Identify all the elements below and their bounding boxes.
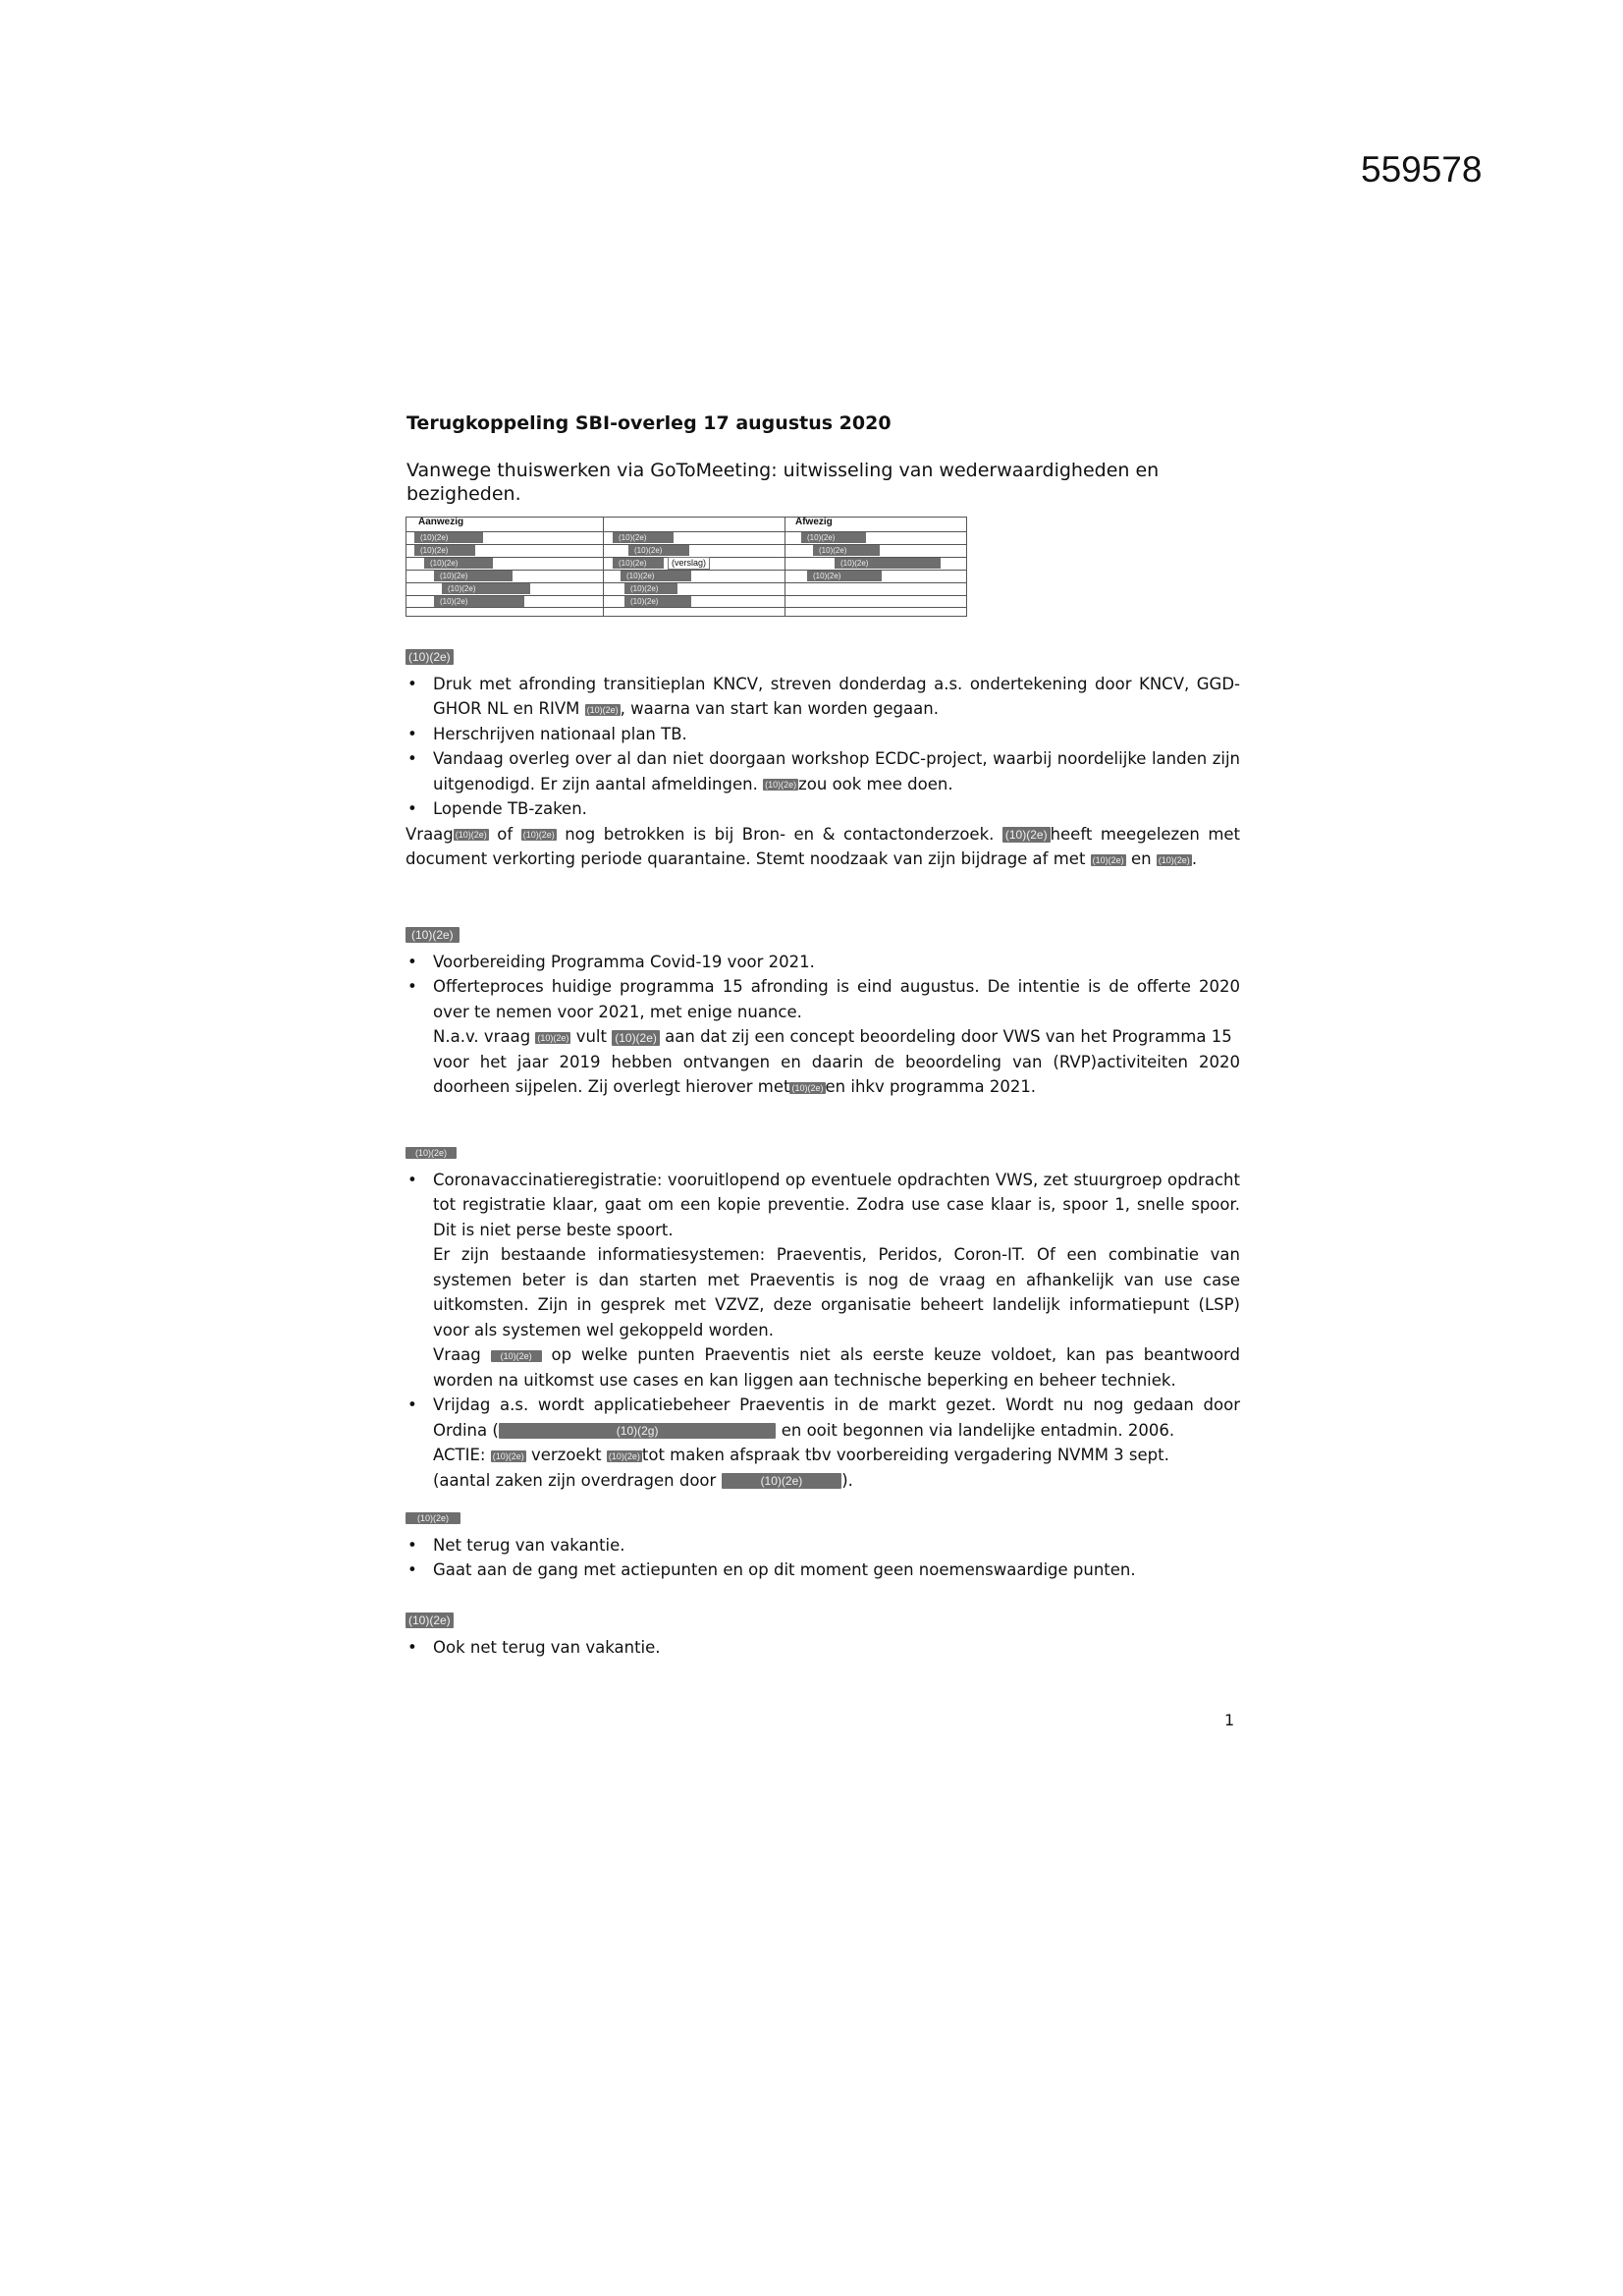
redacted-name: (10)(2e) bbox=[628, 545, 689, 556]
page-number: 1 bbox=[1224, 1711, 1235, 1729]
section-header-redacted: (10)(2e) bbox=[406, 649, 454, 665]
redaction: (10)(2e) bbox=[586, 704, 619, 715]
section-header-redacted: (10)(2e) bbox=[406, 927, 460, 943]
list-item: • Offerteproces huidige programma 15 afronding is eind augustus. De intentie is de offerte 2020 over te nemen voor 2021, met enige nuance. N.a.v. vraag (10)(2e) vult (10)(2e) aan dat zij een concept beoordeling door VWS van het Programma 15 voor het jaar 2019 hebben ontvangen en daarin de beoordeling van (RVP)activiteiten 2020 doorheen sijpelen. Zij overlegt hierover met (10)(2e) en ihkv programma 2021. bbox=[406, 974, 1240, 1100]
section-1 bbox=[406, 643, 1240, 872]
section-header-redacted: (10)(2e) bbox=[406, 1147, 457, 1159]
redaction: (10)(2e) bbox=[1158, 854, 1190, 865]
redacted-name: (10)(2e) bbox=[835, 558, 941, 569]
redaction: (10)(2e) bbox=[608, 1450, 640, 1461]
redacted-name: (10)(2e) bbox=[813, 545, 880, 556]
redaction: (10)(2e) bbox=[765, 780, 797, 790]
redacted-name: (10)(2e) bbox=[624, 583, 677, 594]
list-item: • Druk met afronding transitieplan KNCV, streven donderdag a.s. ondertekening door KNCV, GGD-GHOR NL en RIVM (10)(2e) , waarna van start kan worden gegaan. bbox=[406, 672, 1240, 722]
section-header-redacted: (10)(2e) bbox=[406, 1613, 454, 1628]
redacted-name: (10)(2e) bbox=[624, 596, 691, 607]
list-item: • Ook net terug van vakantie. bbox=[406, 1635, 1240, 1661]
list-item: • Vrijdag a.s. wordt applicatiebeheer Praeventis in de markt gezet. Wordt nu nog gedaan door Ordina ( (10)(2g) en ooit begonnen via landelijke entadmin. 2006. ACTIE: (10)(2e) verzoekt (10)(2e) tot maken afspraak tbv voorbereiding vergadering NVMM 3 sept. (aantal zaken zijn overdragen door (10)(2e) ). bbox=[406, 1393, 1240, 1493]
list-item: • Herschrijven nationaal plan TB. bbox=[406, 722, 1240, 747]
attendance-table bbox=[406, 517, 967, 617]
paragraph: Vraag (10)(2e) of (10)(2e) nog betrokken is bij Bron- en & contactonderzoek. (10)(2e) heeft meegelezen met document verkorting periode quarantaine. Stemt noodzaak van zijn bijdrage af met (10)(2e) en (10)(2e) . bbox=[406, 824, 1241, 868]
redacted-name: (10)(2e) bbox=[414, 545, 475, 556]
list-item: • Vandaag overleg over al dan niet doorgaan workshop ECDC-project, waarbij noordelijke landen zijn uitgenodigd. Er zijn aantal afmeldingen. (10)(2e) zou ook mee doen. bbox=[406, 746, 1240, 796]
table-divider bbox=[603, 518, 604, 616]
redacted-name: (10)(2e) bbox=[434, 571, 513, 581]
redacted-name: (10)(2e) bbox=[424, 558, 493, 569]
list-item: • Lopende TB-zaken. bbox=[406, 796, 1240, 822]
redacted-name: (10)(2e) bbox=[801, 532, 866, 543]
section-5 bbox=[406, 1607, 1240, 1660]
redaction: (10)(2e) bbox=[791, 1082, 824, 1093]
redaction: (10)(2e) bbox=[612, 1030, 660, 1046]
list-item: • Gaat aan de gang met actiepunten en op dit moment geen noemenswaardige punten. bbox=[406, 1558, 1240, 1583]
redacted-name: (10)(2e) bbox=[414, 532, 483, 543]
redaction: (10)(2e) bbox=[1092, 854, 1124, 865]
redacted-name: (10)(2e) bbox=[434, 596, 524, 607]
document-number: 559578 bbox=[1361, 149, 1483, 190]
list-item: • Coronavaccinatieregistratie: vooruitlopend op eventuele opdrachten VWS, zet stuurgroep opdracht tot registratie klaar, gaat om een kopie preventie. Zodra use case klaar is, spoor 1, snelle spoor. Dit is niet perse beste spoort. Er zijn bestaande informatiesystemen: Praeventis, Peridos, Coron-IT. Of een combinatie van systemen beter is dan starten met Praeventis is nog de vraag en afhankelijk van use case uitkomsten. Zijn in gesprek met VZVZ, deze organisatie beheert landelijk informatiepunt (LSP) voor als systemen wel gekoppeld worden. Vraag (10)(2e) op welke punten Praeventis niet als eerste keuze voldoet, kan pas beantwoord worden na uitkomst use cases en kan liggen aan technische beperking en beheer techniek. bbox=[406, 1168, 1240, 1394]
redacted-name: (10)(2e) bbox=[613, 532, 674, 543]
table-divider bbox=[784, 518, 785, 616]
redaction: (10)(2g) bbox=[499, 1423, 777, 1439]
list-item: • Voorbereiding Programma Covid-19 voor 2021. bbox=[406, 950, 1240, 975]
redaction: (10)(2e) bbox=[722, 1473, 842, 1489]
redaction: (10)(2e) bbox=[491, 1350, 542, 1362]
table-header-present: Aanwezig bbox=[418, 517, 464, 527]
section-header-redacted: (10)(2e) bbox=[406, 1512, 460, 1524]
redaction: (10)(2e) bbox=[522, 830, 555, 840]
section-2 bbox=[406, 921, 1240, 1100]
document-title: Terugkoppeling SBI-overleg 17 augustus 2020 bbox=[406, 412, 892, 434]
redacted-name: (10)(2e) bbox=[807, 571, 882, 581]
intro-text: Vanwege thuiswerken via GoToMeeting: uitwisseling van wederwaardigheden en bezigheden. bbox=[406, 460, 1160, 505]
redaction: (10)(2e) bbox=[1002, 827, 1051, 843]
redaction: (10)(2e) bbox=[455, 830, 487, 840]
verslag-label: (verslag) bbox=[668, 557, 710, 570]
redaction: (10)(2e) bbox=[537, 1032, 569, 1043]
section-4 bbox=[406, 1504, 1240, 1583]
redacted-name: (10)(2e) bbox=[442, 583, 530, 594]
section-3 bbox=[406, 1139, 1240, 1493]
redacted-name: (10)(2e) bbox=[613, 558, 664, 569]
redacted-name: (10)(2e) bbox=[621, 571, 691, 581]
table-header-absent: Afwezig bbox=[795, 517, 833, 527]
redaction: (10)(2e) bbox=[492, 1450, 524, 1461]
list-item: • Net terug van vakantie. bbox=[406, 1533, 1240, 1558]
